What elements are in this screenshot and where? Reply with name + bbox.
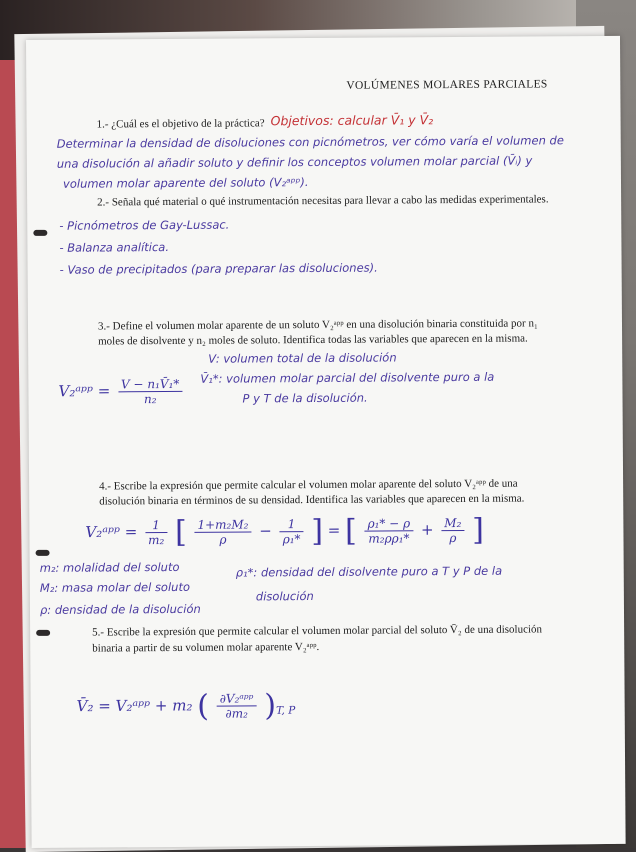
- q4-fraction: $\frac{1}{\text{m₂}}$: [145, 518, 167, 547]
- q3-fraction-num: V − n₁V̄₁*: [118, 377, 182, 392]
- punch-hole: [36, 550, 50, 556]
- worksheet-page: [26, 36, 626, 848]
- q3-question-line: moles de disolvente y n₂ moles de soluto. Identifica todas las variables que aparecen en la misma.: [98, 332, 528, 348]
- q3-variable: P y T de la disolución.: [242, 390, 368, 406]
- q5-subscript: T, P: [276, 704, 296, 717]
- q4-formula: V₂ᵃᵖᵖ = $\frac{1}{\text{m₂}}$ [ $\frac{\text{1+m₂M₂}}{\rho}$ − $\frac{1}{\text{ρ₁*}}$ ] = [ $\frac{\text{ρ₁* − ρ}}{\text{m₂ρρ₁*}}$ + $\frac{\text{M₂}}{\rho}$ ]: [85, 512, 485, 550]
- q2-question: 2.- Señala qué material o qué instrumentación necesitas para llevar a cabo las medidas experimentales.: [97, 193, 549, 209]
- q5-derivative: $\frac{\text{∂V₂ᵃᵖᵖ}}{\text{∂m₂}}$: [217, 691, 257, 720]
- q4-variable: disolución: [255, 589, 314, 604]
- q4-question-line: disolución binaria en términos de su densidad. Identifica las variables que aparecen en la misma.: [99, 492, 525, 508]
- q3-question-line: 3.- Define el volumen molar aparente de un soluto V₂ᵃᵖᵖ en una disolución binaria constituida por n₁: [97, 317, 538, 333]
- q3-fraction: [118, 377, 183, 406]
- q1-answer-line: volumen molar aparente del soluto (V₂ᵃᵖᵖ).: [62, 175, 309, 191]
- q5-question-line: 5.- Escribe la expresión que permite calcular el volumen molar parcial del soluto V̄₂ de una disolución: [92, 623, 543, 639]
- punch-hole: [36, 630, 50, 636]
- q1-answer-line: Determinar la densidad de disoluciones con picnómetros, ver cómo varía el volumen de: [56, 133, 564, 151]
- q5-formula-lhs: V̄₂ = V₂ᵃᵖᵖ + m₂: [76, 696, 193, 716]
- q3-fraction-den: n₂: [143, 392, 157, 407]
- q4-variable: ρ: densidad de la disolución: [39, 601, 201, 617]
- q3-formula: [58, 377, 185, 407]
- q4-formula-lhs: V₂ᵃᵖᵖ =: [85, 522, 138, 542]
- q1-question: 1.- ¿Cuál es el objetivo de la práctica?: [96, 117, 265, 131]
- q3-formula-lhs: V₂ᵃᵖᵖ =: [58, 381, 111, 401]
- q4-fraction: $\frac{\text{1+m₂M₂}}{\rho}$: [194, 517, 251, 546]
- q5-question-line: binaria a partir de su volumen molar aparente V₂ᵃᵖᵖ.: [92, 640, 320, 655]
- q4-variable: m₂: molalidad del soluto: [39, 559, 180, 575]
- q2-answer-line: - Vaso de precipitados (para preparar las disoluciones).: [59, 260, 378, 277]
- q4-variable: M₂: masa molar del soluto: [39, 579, 191, 595]
- page-title: VOLÚMENES MOLARES PARCIALES: [346, 78, 548, 92]
- q4-fraction: $\frac{\text{M₂}}{\rho}$: [441, 516, 464, 545]
- q5-formula: V̄₂ = V₂ᵃᵖᵖ + m₂ ( $\frac{\text{∂V₂ᵃᵖᵖ}}{\text{∂m₂}}$ )$_{T, P}$: [76, 688, 296, 724]
- q2-answer-line: - Picnómetros de Gay-Lussac.: [59, 217, 230, 233]
- q3-variable: V̄₁*: volumen molar parcial del disolvente puro a la: [200, 369, 495, 386]
- q1-answer-line: una disolución al añadir soluto y definir los conceptos volumen molar parcial (V̄ᵢ) y: [56, 153, 533, 171]
- q4-question-line: 4.- Escribe la expresión que permite calcular el volumen molar aparente del soluto V₂ᵃᵖᵖ de una: [99, 477, 518, 493]
- q4-fraction: $\frac{1}{\text{ρ₁*}}$: [280, 517, 304, 546]
- punch-hole: [33, 230, 47, 236]
- q4-variable: ρ₁*: densidad del disolvente puro a T y P de la: [235, 563, 503, 580]
- q2-answer-line: - Balanza analítica.: [59, 240, 170, 255]
- q3-variable: V: volumen total de la disolución: [208, 350, 397, 366]
- q1-red-note: Objetivos: calcular V̄₁ y V̄₂: [270, 112, 434, 129]
- q4-fraction: $\frac{\text{ρ₁* − ρ}}{\text{m₂ρρ₁*}}$: [364, 516, 413, 545]
